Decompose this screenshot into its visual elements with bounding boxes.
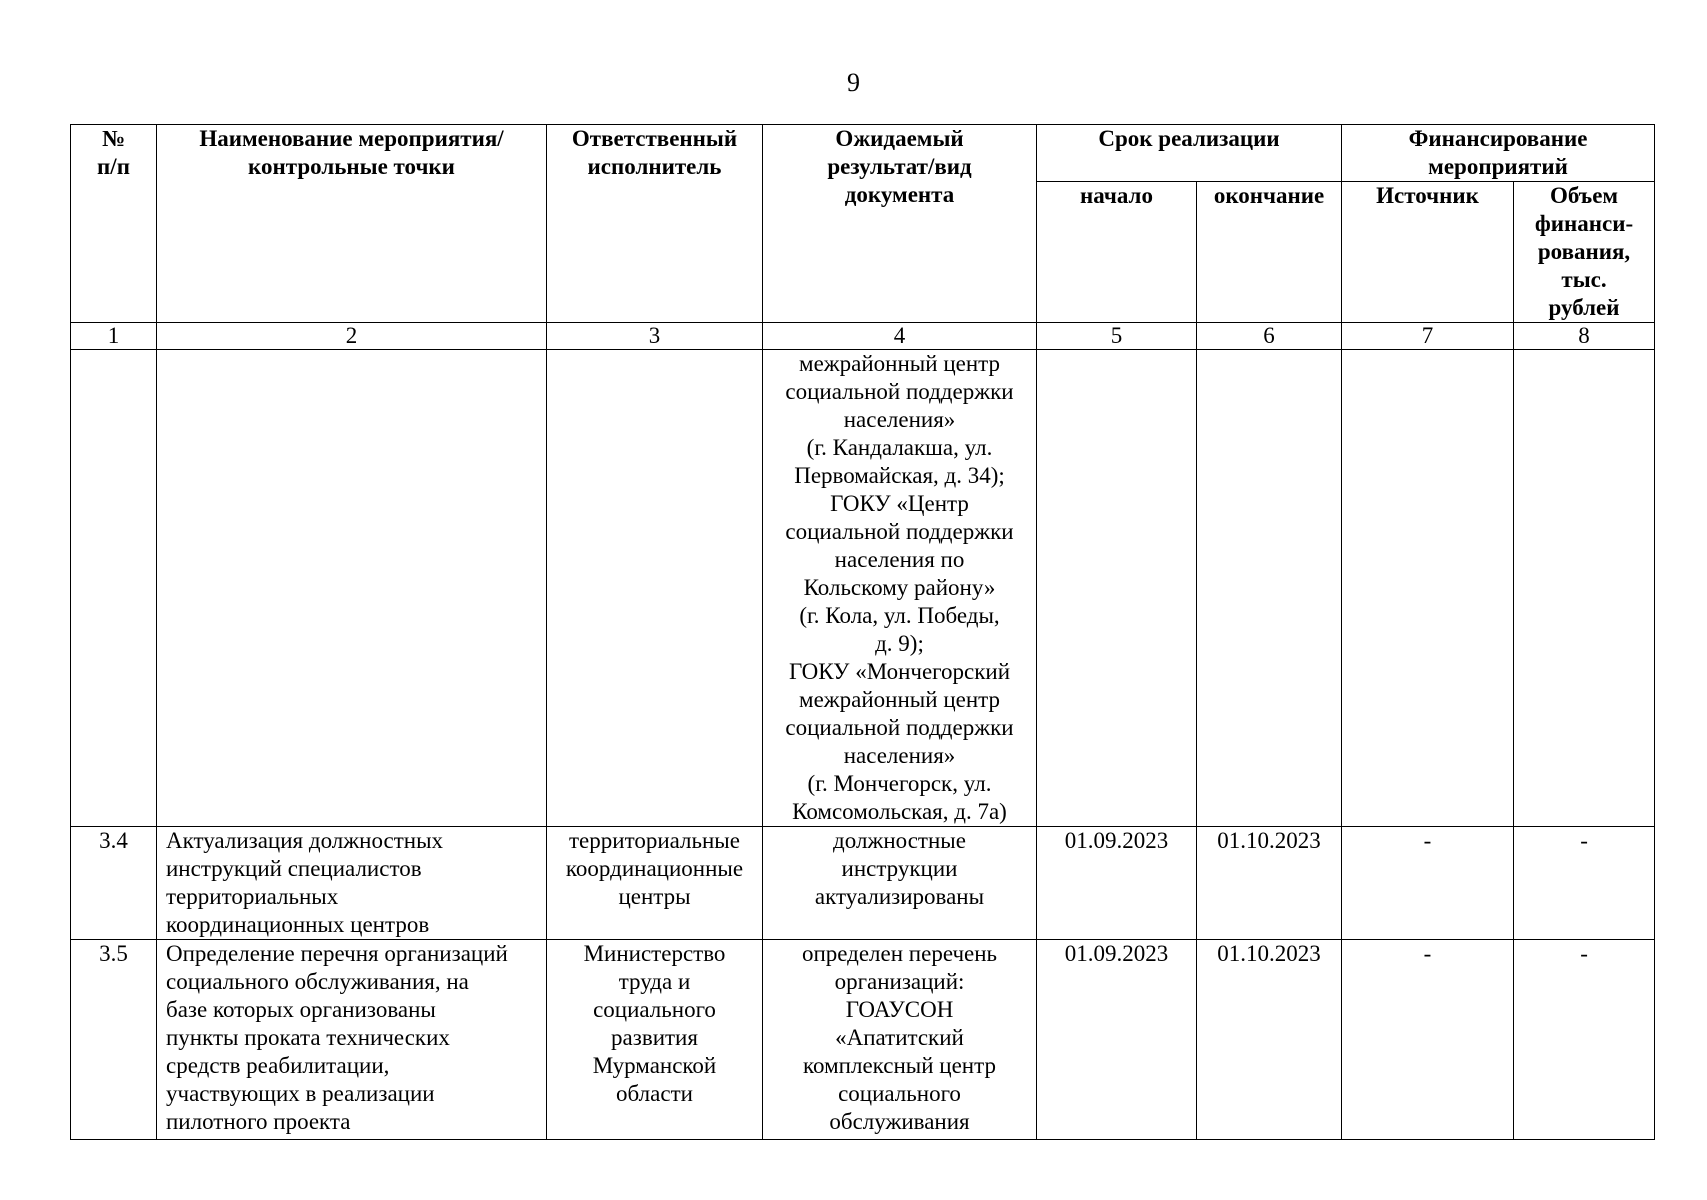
cell-name: Определение перечня организаций социального обслуживания, на базе которых организованы пункты проката технических средств реабилитации, участвующих в реализации пилотного проекта	[157, 940, 547, 1140]
cell-result: должностные инструкции актуализированы	[763, 827, 1037, 940]
header-num: № п/п	[71, 125, 157, 323]
column-number-row	[71, 323, 1655, 350]
column-number: 3	[547, 323, 763, 350]
cell-num: 3.4	[71, 827, 157, 940]
cell-responsible: Министерство труда и социального развития Мурманской области	[547, 940, 763, 1140]
cell-num	[71, 350, 157, 827]
header-financing: Финансирование мероприятий	[1342, 125, 1655, 182]
page-number: 9	[847, 68, 860, 97]
cell-responsible: территориальные координационные центры	[547, 827, 763, 940]
header-end: окончание	[1197, 182, 1342, 323]
cell-source: -	[1342, 827, 1514, 940]
cell-end	[1197, 350, 1342, 827]
cell-result: определен перечень организаций: ГОАУСОН «Апатитский комплексный центр социального обслуживания	[763, 940, 1037, 1140]
cell-name: Актуализация должностных инструкций специалистов территориальных координационных центров	[157, 827, 547, 940]
cell-start: 01.09.2023	[1037, 940, 1197, 1140]
column-number: 4	[763, 323, 1037, 350]
header-start: начало	[1037, 182, 1197, 323]
cell-volume: -	[1514, 827, 1655, 940]
column-number: 7	[1342, 323, 1514, 350]
cell-end: 01.10.2023	[1197, 940, 1342, 1140]
header-volume: Объем финанси- рования, тыс. рублей	[1514, 182, 1655, 323]
cell-source	[1342, 350, 1514, 827]
header-responsible: Ответственный исполнитель	[547, 125, 763, 323]
column-number: 8	[1514, 323, 1655, 350]
cell-num: 3.5	[71, 940, 157, 1140]
column-number: 1	[71, 323, 157, 350]
cell-name	[157, 350, 547, 827]
column-number: 2	[157, 323, 547, 350]
table-row	[71, 827, 1655, 940]
header-period: Срок реализации	[1037, 125, 1342, 182]
header-name: Наименование мероприятия/ контрольные точки	[157, 125, 547, 323]
table-row	[71, 940, 1655, 1140]
cell-source: -	[1342, 940, 1514, 1140]
cell-volume	[1514, 350, 1655, 827]
measures-table	[70, 124, 1655, 1140]
table-row	[71, 350, 1655, 827]
column-number: 5	[1037, 323, 1197, 350]
header-source: Источник	[1342, 182, 1514, 323]
cell-end: 01.10.2023	[1197, 827, 1342, 940]
cell-start	[1037, 350, 1197, 827]
header-result: Ожидаемый результат/вид документа	[763, 125, 1037, 323]
cell-result: межрайонный центр социальной поддержки населения» (г. Кандалакша, ул. Первомайская, д. 34); ГОКУ «Центр социальной поддержки населения по Кольскому району» (г. Кола, ул. Победы, д. 9); ГОКУ «Мончегорский межрайонный центр социальной поддержки населения» (г. Мончегорск, ул. Комсомольская, д. 7а)	[763, 350, 1037, 827]
cell-responsible	[547, 350, 763, 827]
header-row-1	[71, 125, 1655, 182]
cell-start: 01.09.2023	[1037, 827, 1197, 940]
cell-volume: -	[1514, 940, 1655, 1140]
column-number: 6	[1197, 323, 1342, 350]
